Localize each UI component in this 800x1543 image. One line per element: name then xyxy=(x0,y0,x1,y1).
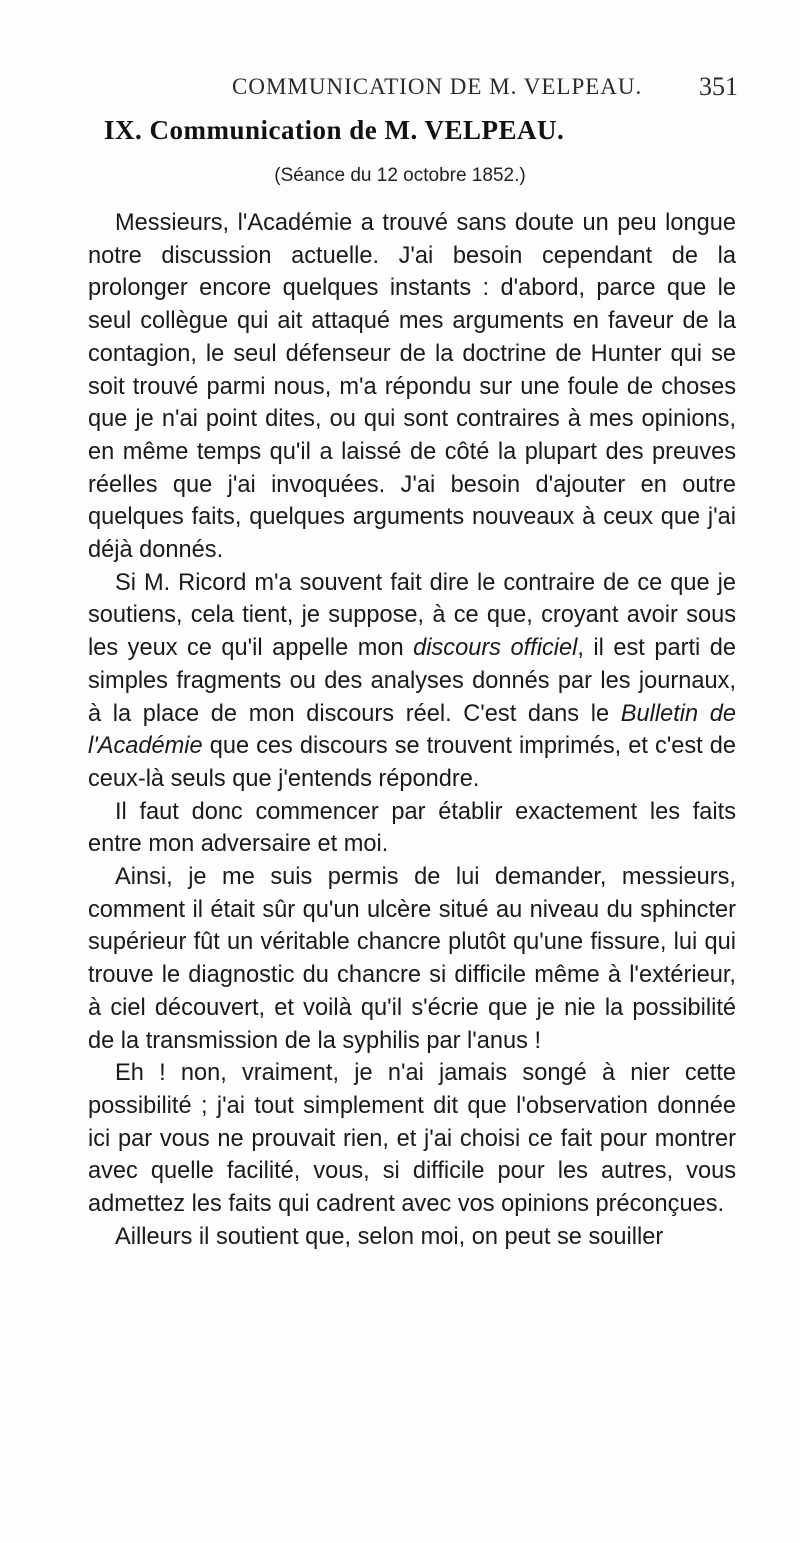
running-head: COMMUNICATION DE M. VELPEAU. xyxy=(232,74,643,99)
paragraph-2-text-b: , il est parti de simples fragments ou des analyses donnés par les journaux, à la place de mon discours réel. C'est dans le xyxy=(88,635,736,727)
paragraph-4: Ainsi, je me suis permis de lui demander, messieurs, comment il était sûr qu'un ulcère situé au niveau du sphincter supérieur fût un véritable chancre plutôt qu'une fissure, lui qui trouve le diagnostic du chancre si difficile même à l'extérieur, à ciel découvert, et voilà qu'il s'écrie que je nie la possibilité de la transmission de la syphilis par l'anus ! xyxy=(88,864,736,1054)
section-heading: IX. Communication de M. VELPEAU. xyxy=(104,115,565,145)
body-text xyxy=(88,207,736,1254)
paragraph-3: Il faut donc commencer par établir exactement les faits entre mon adversaire et moi. xyxy=(88,798,736,858)
paragraph-2-text-c: que ces discours se trouvent imprimés, et c'est de ceux-là seuls que j'entends répondre. xyxy=(88,733,736,792)
paragraph-6: Ailleurs il soutient que, selon moi, on peut se souiller xyxy=(115,1223,664,1250)
paragraph-2-italic-b: Bulletin de l'Académie xyxy=(88,700,737,760)
paragraph-2-italic-a: discours officiel xyxy=(413,635,578,662)
session-date: (Séance du 12 octobre 1852.) xyxy=(274,165,526,186)
page-number: 351 xyxy=(699,72,738,101)
paragraph-1: Messieurs, l'Académie a trouvé sans doute un peu longue notre discussion actuelle. J'ai besoin cependant de la prolonger encore quelques instants : d'abord, parce que le seul collègue qui ait attaqué mes arguments en faveur de la contagion, le seul défenseur de la doctrine de Hunter qui se soit trouvé parmi nous, m'a répondu sur une foule de choses que je n'ai point dites, ou qui sont contraires à mes opinions, en même temps qu'il a laissé de côté la plupart des preuves réelles que j'ai invoquées. J'ai besoin d'ajouter en outre quelques faits, quelques arguments nouveaux à ceux que j'ai déjà donnés. xyxy=(88,210,736,564)
paragraph-2-text-a: Si M. Ricord m'a souvent fait dire le contraire de ce que je soutiens, cela tient, je suppose, à ce que, croyant avoir sous les yeux ce qu'il appelle mon xyxy=(88,569,736,662)
paragraph-2 xyxy=(88,567,736,796)
paragraph-5: Eh ! non, vraiment, je n'ai jamais songé à nier cette possibilité ; j'ai tout simplement dit que l'observation donnée ici par vous ne prouvait rien, et j'ai choisi ce fait pour montrer avec quelle facilité, vous, si difficile pour les autres, vous admettez les faits qui cadrent avec vos opinions préconçues. xyxy=(88,1060,736,1218)
